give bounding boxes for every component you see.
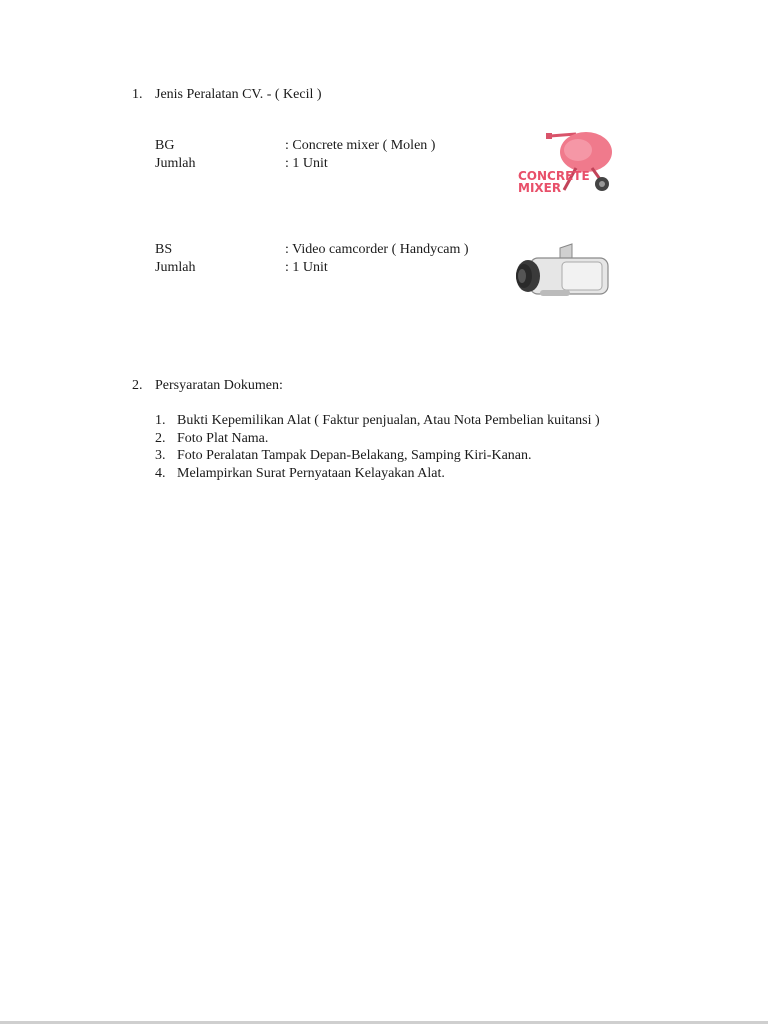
list-item-number: 2.: [155, 431, 166, 446]
item-bs-value: : Video camcorder ( Handycam ): [285, 242, 469, 257]
section-2-title: Persyaratan Dokumen:: [155, 378, 283, 393]
list-item-number: 1.: [155, 413, 166, 428]
list-item-number: 3.: [155, 448, 166, 463]
list-item-number: 4.: [155, 466, 166, 481]
concrete-mixer-image: [516, 128, 616, 198]
list-item-text: Melampirkan Surat Pernyataan Kelayakan Alat.: [177, 466, 445, 481]
section-1-title: Jenis Peralatan CV. - ( Kecil ): [155, 87, 322, 102]
section-2-number: 2.: [132, 378, 143, 393]
section-1-number: 1.: [132, 87, 143, 102]
item-bg-value: : Concrete mixer ( Molen ): [285, 138, 436, 153]
item-bg-qty-key: Jumlah: [155, 156, 196, 171]
list-item-text: Bukti Kepemilikan Alat ( Faktur penjualan, Atau Nota Pembelian kuitansi ): [177, 413, 600, 428]
mixer-label-line-1: CONCRETE: [518, 169, 590, 183]
item-bs-key: BS: [155, 242, 173, 257]
item-bs-qty-value: : 1 Unit: [285, 260, 328, 275]
list-item-text: Foto Peralatan Tampak Depan-Belakang, Samping Kiri-Kanan.: [177, 448, 532, 463]
mixer-label-line-2: MIXER: [518, 181, 562, 195]
item-bg-qty-value: : 1 Unit: [285, 156, 328, 171]
item-bs-qty-key: Jumlah: [155, 260, 196, 275]
camcorder-image: [510, 240, 614, 302]
item-bg-key: BG: [155, 138, 175, 153]
list-item-text: Foto Plat Nama.: [177, 431, 269, 446]
